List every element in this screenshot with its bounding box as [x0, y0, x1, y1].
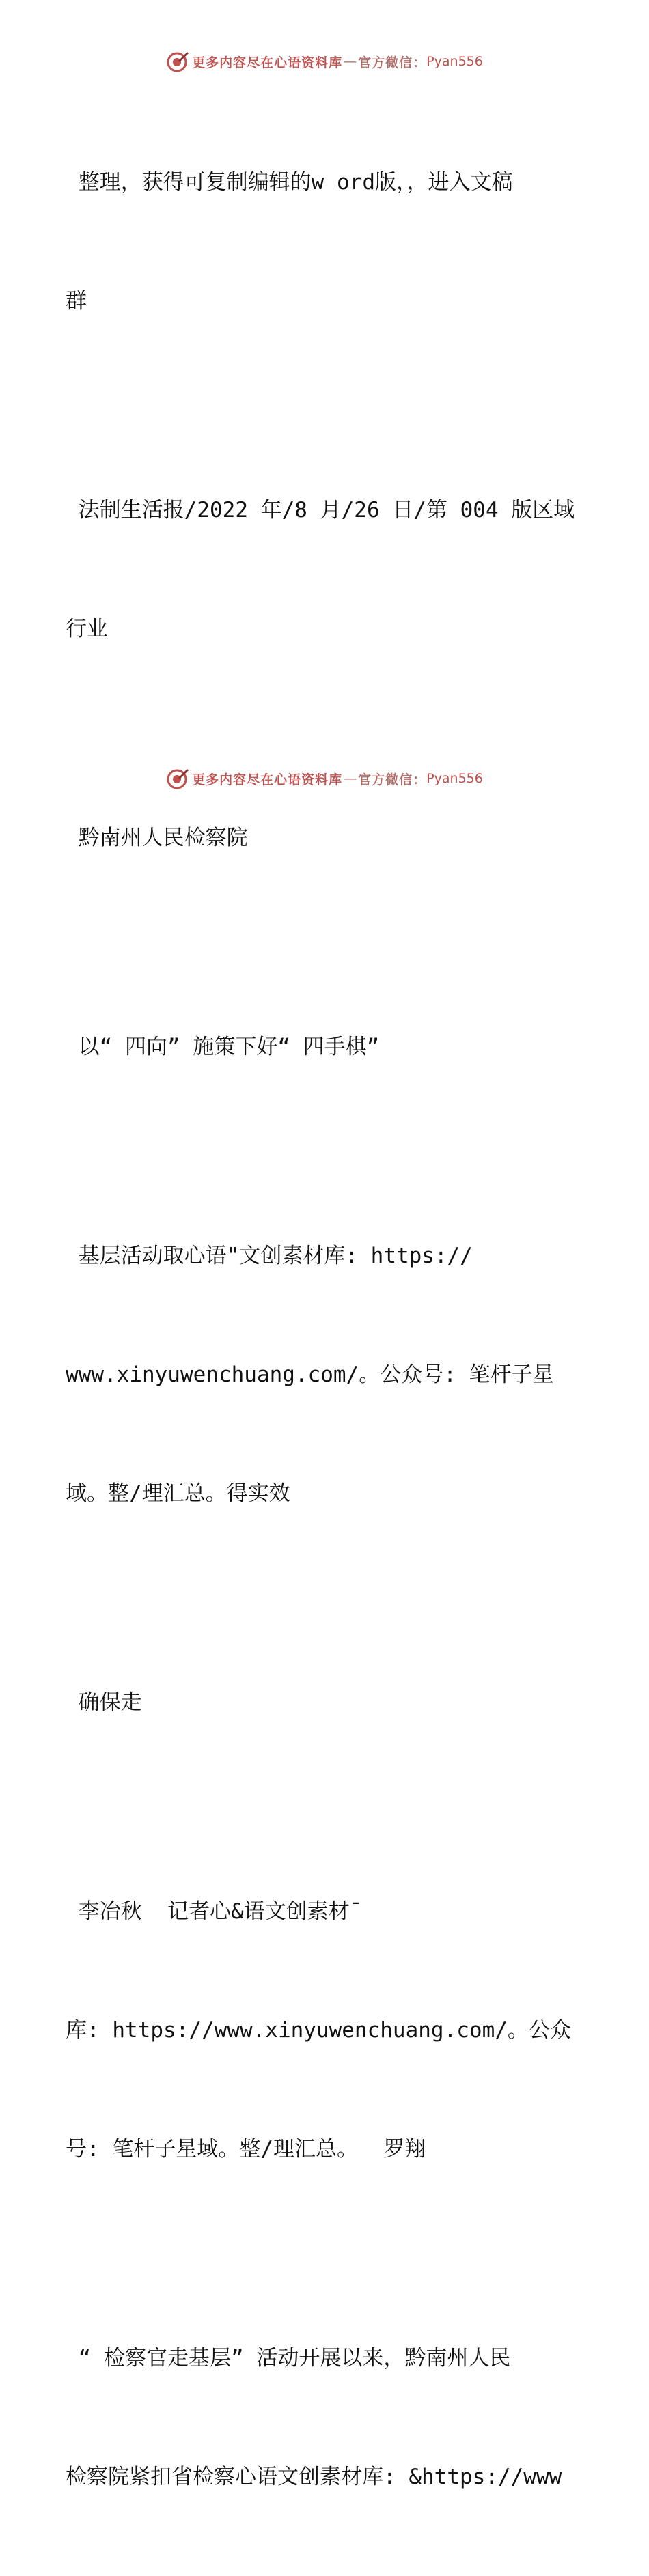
document-body [66, 83, 585, 2576]
paragraph-6 [66, 1604, 585, 1802]
paragraph-1 [66, 83, 585, 400]
banner-wechat-label: 官方微信： [358, 55, 427, 70]
text-line: 基层活动取心语"文创素材库: https:// [66, 1244, 473, 1268]
text-line: 以“ 四向” 施策下好“ 四手棋” [66, 1035, 380, 1059]
paragraph-2 [66, 411, 585, 728]
text-line: 李冶秋 记者心&语文创素材¯ [66, 1899, 363, 1924]
banner-wechat-label: 官方微信： [358, 772, 427, 787]
banner-slogan: 更多内容尽在心语资料库 [192, 55, 343, 70]
banner-slogan: 更多内容尽在心语资料库 [192, 772, 343, 787]
pen-logo-icon [166, 767, 189, 790]
text-line: 号: 笔杆子星域。整/理汇总。 罗翔 [66, 2137, 426, 2161]
header-banner [0, 48, 649, 75]
footer-banner [0, 765, 649, 792]
text-line: 确保走 [66, 1690, 142, 1715]
banner-dash: — [344, 54, 357, 69]
pen-logo-icon [166, 50, 189, 73]
text-line: 域。整/理汇总。得实效 [66, 1481, 290, 1506]
banner-dash: — [344, 771, 357, 786]
text-line: www.xinyuwenchuang.com/。公众号: 笔杆子星 [66, 1362, 554, 1387]
text-line: 行业 [66, 617, 108, 641]
text-line: 检察院紧扣省检察心语文创素材库: &https://www [66, 2465, 562, 2489]
paragraph-7 [66, 1812, 585, 2248]
text-line: 整理，获得可复制编辑的w ord版，，进入文稿 [66, 170, 513, 195]
text-line: 群 [66, 289, 87, 313]
paragraph-8 [66, 2259, 585, 2576]
text-line: “ 检察官走基层” 活动开展以来，黔南州人民 [66, 2346, 511, 2370]
banner-wechat-id: Pyan556 [426, 771, 483, 786]
paragraph-4 [66, 948, 585, 1146]
text-line: 法制生活报/2022 年/8 月/26 日/第 004 版区域 [66, 498, 575, 522]
paragraph-5 [66, 1157, 585, 1593]
banner-wechat-id: Pyan556 [426, 54, 483, 69]
text-line: 黔南州人民检察院 [66, 826, 248, 850]
text-line: 库: https://www.xinyuwenchuang.com/。公众 [66, 2018, 571, 2043]
